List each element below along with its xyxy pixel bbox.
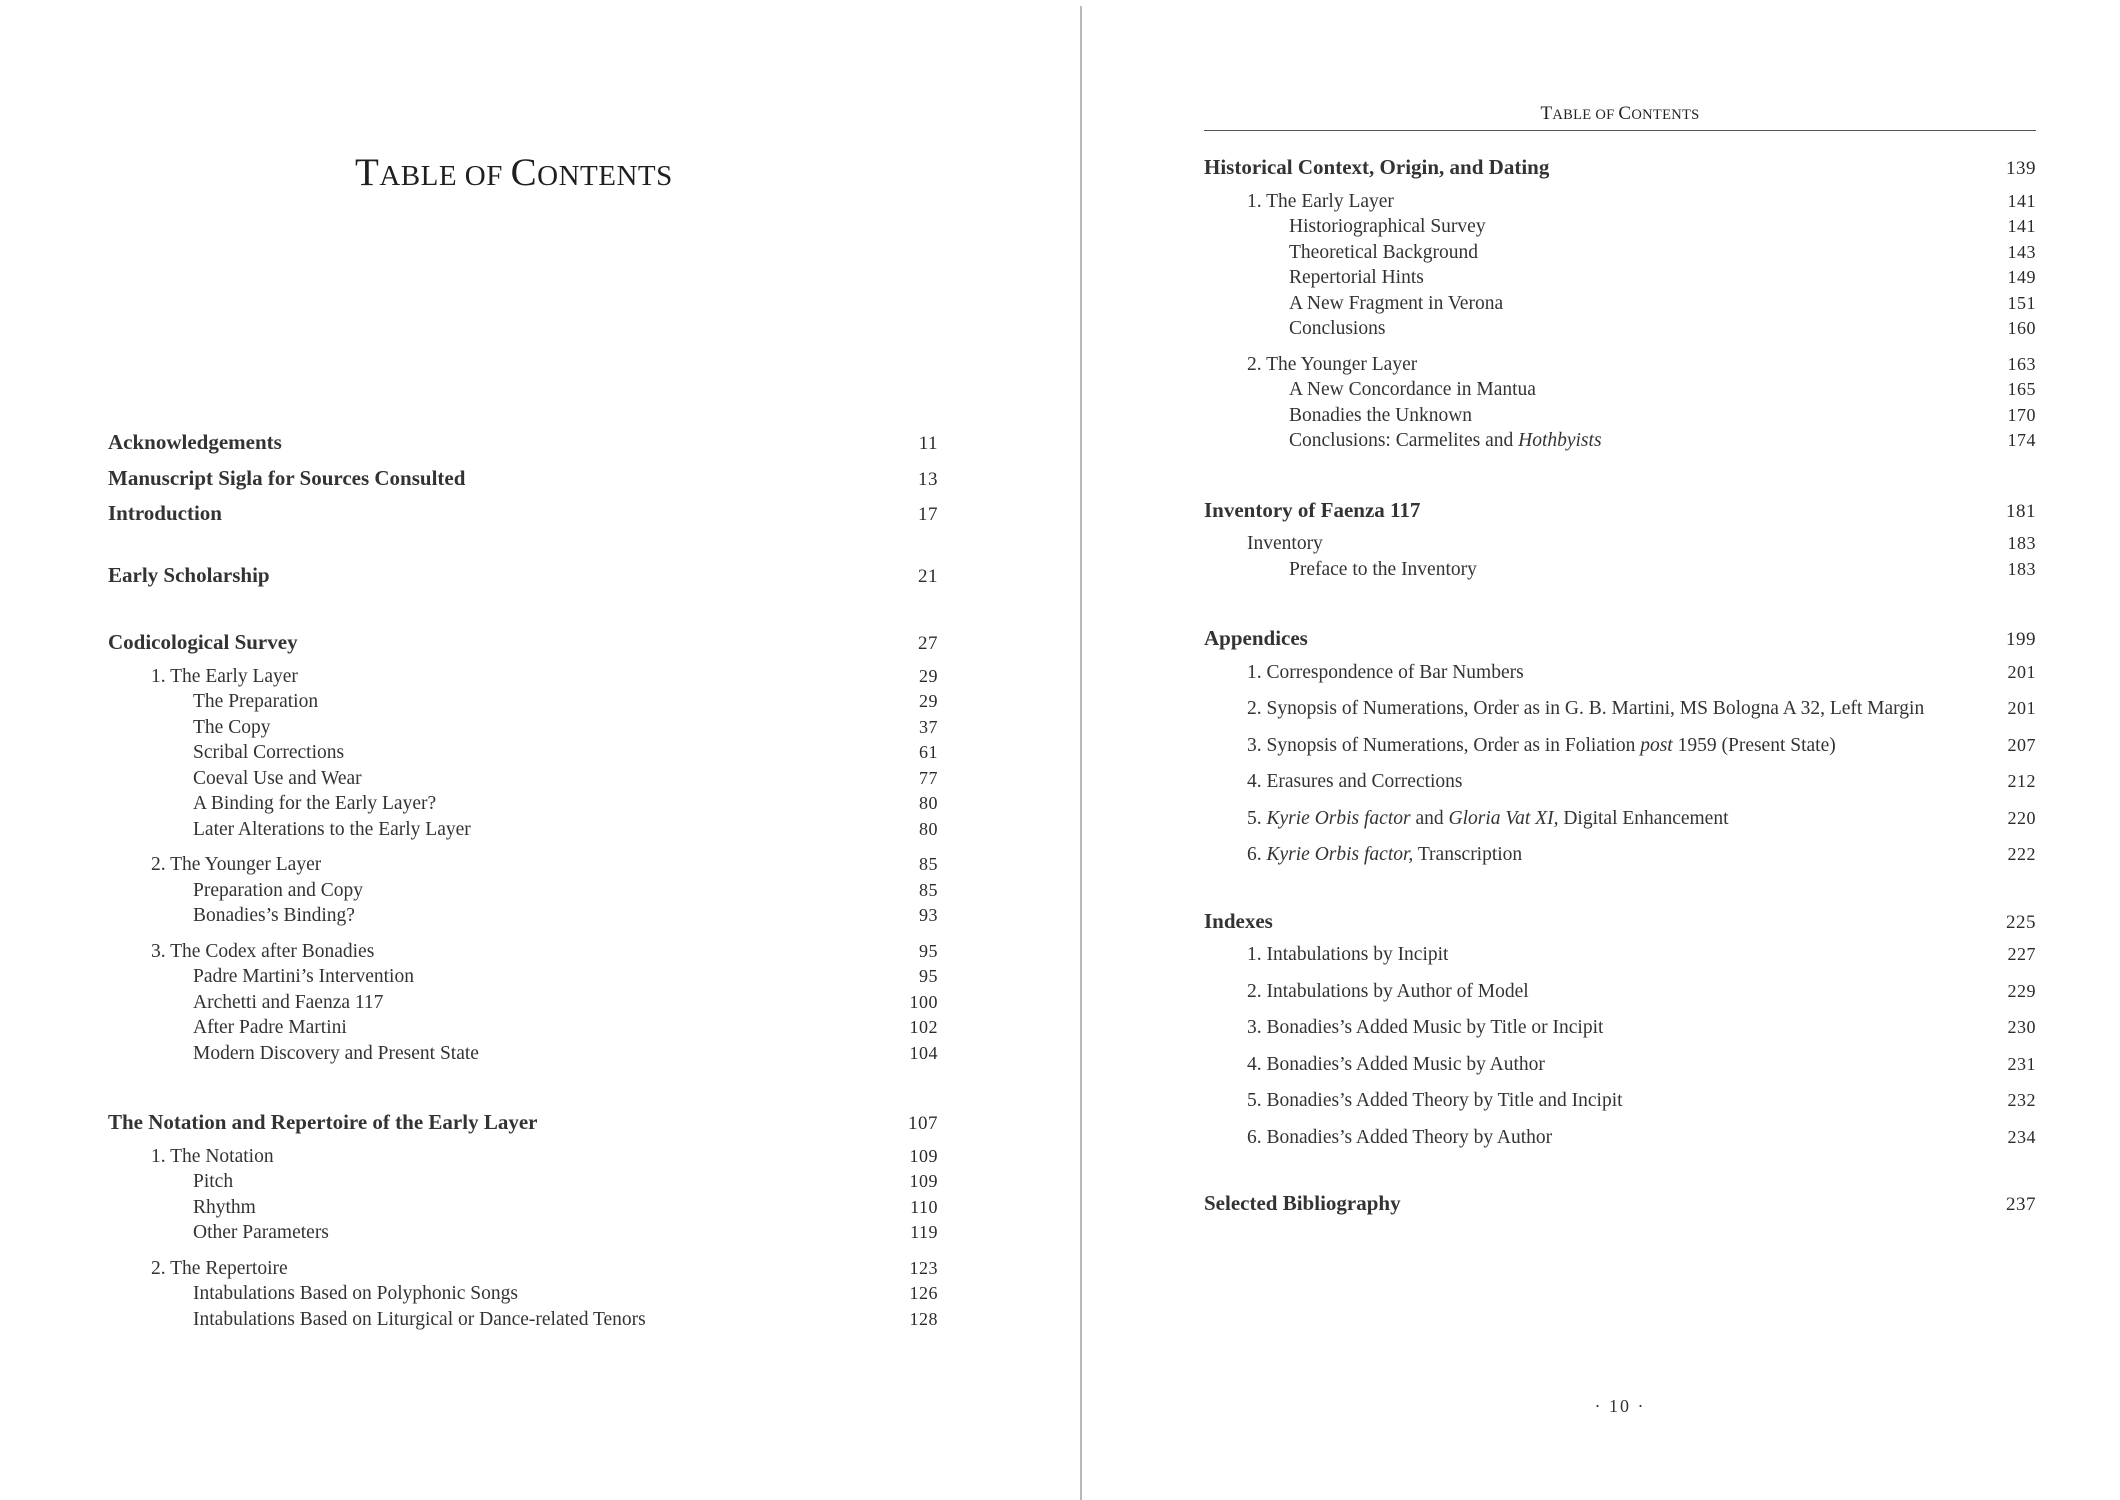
toc-entry: Acknowledgements 11 [108, 430, 938, 454]
toc-subsection: A New Fragment in Verona 151 [1289, 292, 2036, 314]
toc-chapter: Selected Bibliography 237 [1204, 1191, 2036, 1215]
toc-subsection: Padre Martini’s Intervention 95 [193, 966, 938, 987]
running-header: TABLE OF CONTENTS [1540, 103, 1700, 124]
toc-subsection: Intabulations Based on Polyphonic Songs 126 [193, 1283, 938, 1304]
toc-index: 2. Intabulations by Author of Model 229 [1247, 980, 2036, 1002]
toc-section: 1. The Notation 109 [151, 1145, 938, 1167]
toc-section: 2. The Younger Layer 85 [151, 854, 938, 875]
toc-index: 6. Bonadies’s Added Theory by Author 234 [1247, 1126, 2036, 1148]
toc-chapter: The Notation and Repertoire of the Early Layer 107 [108, 1110, 938, 1134]
toc-subsection: A Binding for the Early Layer? 80 [193, 793, 938, 814]
toc-subsection: The Preparation 29 [193, 691, 938, 712]
toc-subsection: Modern Discovery and Present State 104 [193, 1042, 938, 1064]
toc-subsection: Scribal Corrections 61 [193, 742, 938, 763]
toc-subsection: Conclusions: Carmelites and Hothbyists 174 [1289, 430, 2036, 451]
toc-appendix: 4. Erasures and Corrections 212 [1247, 771, 2036, 792]
toc-index: 4. Bonadies’s Added Music by Author 231 [1247, 1053, 2036, 1075]
toc-chapter: Appendices 199 [1204, 626, 2036, 650]
page-number: · 10 · [1594, 1396, 1646, 1416]
toc-subsection: A New Concordance in Mantua 165 [1289, 379, 2036, 400]
toc-subsection: Rhythm 110 [193, 1196, 938, 1218]
toc-subsection: The Copy 37 [193, 716, 938, 738]
toc-appendix: 3. Synopsis of Numerations, Order as in Foliation post 1959 (Present State) 207 [1247, 734, 2036, 756]
toc-subsection: Conclusions 160 [1289, 318, 2036, 339]
toc-right [1204, 155, 2036, 1217]
toc-entry: Introduction 17 [108, 501, 938, 525]
toc-section: 2. The Younger Layer 163 [1247, 353, 2036, 375]
toc-subsection: Intabulations Based on Liturgical or Dance-related Tenors 128 [193, 1308, 938, 1330]
toc-subsection: Theoretical Background 143 [1289, 241, 2036, 263]
toc-entry: Manuscript Sigla for Sources Consulted 13 [108, 465, 938, 490]
toc-index: 1. Intabulations by Incipit 227 [1247, 944, 2036, 965]
toc-chapter: Historical Context, Origin, and Dating 139 [1204, 155, 2036, 179]
toc-index: 5. Bonadies’s Added Theory by Title and Incipit 232 [1247, 1090, 2036, 1111]
toc-left [108, 430, 938, 1334]
toc-chapter: Codicological Survey 27 [108, 630, 938, 654]
toc-chapter: Inventory of Faenza 117 181 [1204, 497, 2036, 522]
page-gutter [1080, 6, 1082, 1500]
toc-chapter: Indexes 225 [1204, 908, 2036, 933]
toc-section: 1. The Early Layer 141 [1247, 190, 2036, 212]
toc-appendix: 2. Synopsis of Numerations, Order as in G. B. Martini, MS Bologna A 32, Left Margin 201 [1247, 698, 2036, 719]
toc-subsection: Bonadies’s Binding? 93 [193, 905, 938, 926]
toc-subsection: Repertorial Hints 149 [1289, 267, 2036, 288]
toc-section: 3. The Codex after Bonadies 95 [151, 940, 938, 962]
page-title: TABLE OF CONTENTS [355, 151, 673, 194]
toc-subsection: Preparation and Copy 85 [193, 879, 938, 901]
toc-subsection: Other Parameters 119 [193, 1222, 938, 1243]
toc-subsection: Later Alterations to the Early Layer 80 [193, 818, 938, 840]
toc-index: 3. Bonadies’s Added Music by Title or Incipit 230 [1247, 1017, 2036, 1038]
toc-subsection: Bonadies the Unknown 170 [1289, 404, 2036, 426]
toc-subsection: After Padre Martini 102 [193, 1017, 938, 1038]
toc-appendix: 6. Kyrie Orbis factor, Transcription 222 [1247, 844, 2036, 865]
toc-subsection: Pitch 109 [193, 1171, 938, 1192]
toc-subsection: Coeval Use and Wear 77 [193, 767, 938, 789]
toc-subsection: Historiographical Survey 141 [1289, 216, 2036, 237]
toc-entry: Early Scholarship 21 [108, 562, 938, 587]
toc-section: 1. The Early Layer 29 [151, 665, 938, 687]
header-rule [1204, 130, 2036, 131]
toc-appendix: 1. Correspondence of Bar Numbers 201 [1247, 661, 2036, 683]
toc-subsection: Preface to the Inventory 183 [1289, 558, 2036, 580]
toc-subsection: Archetti and Faenza 117 100 [193, 991, 938, 1013]
toc-section: 2. The Repertoire 123 [151, 1257, 938, 1279]
toc-section: Inventory 183 [1247, 533, 2036, 554]
toc-appendix: 5. Kyrie Orbis factor and Gloria Vat XI, Digital Enhancement 220 [1247, 807, 2036, 829]
